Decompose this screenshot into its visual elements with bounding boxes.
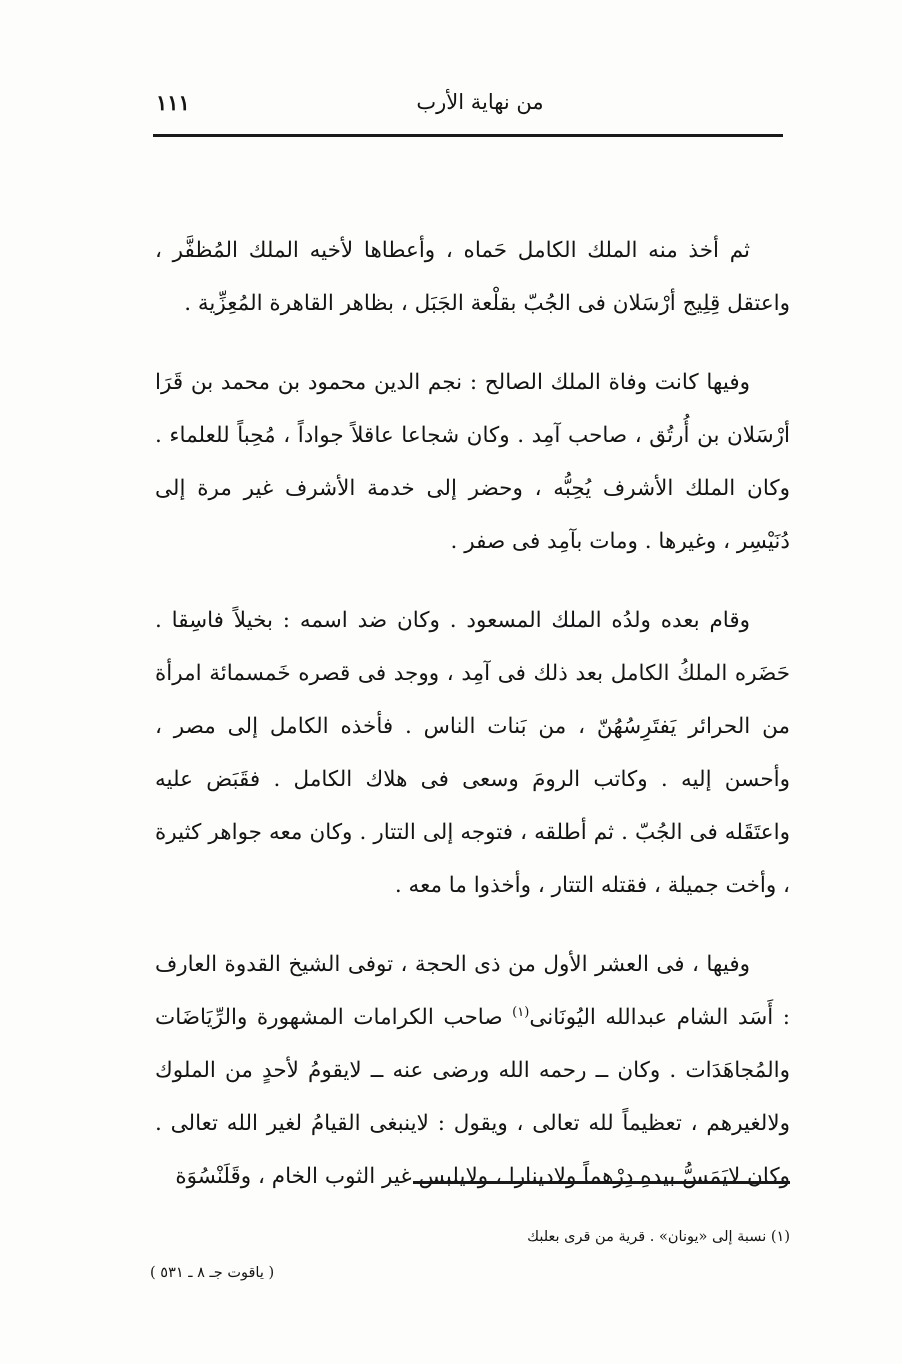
page-number: ١١١	[156, 90, 190, 115]
footnote	[150, 1224, 790, 1286]
running-head	[150, 86, 782, 126]
header-rule	[153, 134, 783, 137]
paragraph-2: وفيها كانت وفاة الملك الصالح : نجم الدين محمود بن محمد بن قَرَا أرْسَلان بن أُرتُق ، صاحب آمِد . وكان شجاعا عاقلاً جواداً ، مُحِباً للعلماء . وكان الملك الأشرف يُحِبُّه ، وحضر إلى خدمة الأشرف غير مرة إلى دُنَيْسِر ، وغيرها . ومات بآمِد فى صفر .	[155, 370, 790, 554]
paragraph-1: ثم أخذ منه الملك الكامل حَماه ، وأعطاها لأخيه الملك المُظفَّر ، واعتقل قِلِيج أرْسَلان فى الجُبّ بقلْعة الجَبَل ، بظاهر القاهرة المُعِزِّية .	[155, 238, 790, 316]
paragraph-4-continuation: صاحب الكرامات المشهورة والرِّيَاضَات والمُجاهَدَات . وكان ــ رحمه الله ورضى عنه ــ لايقومُ لأحدٍ من الملوك ولالغيرهم ، تعظيماً لله تعالى ، ويقول : لاينبغى القيامُ لغير الله تعالى . وكان لايَمَسُّ بيدهِ دِرْهماً ولادينارا ، ولايلبس غير الثوب الخام ، وقَلَنْسُوَة	[155, 1005, 790, 1189]
paragraph-3: وقام بعده ولدُه الملك المسعود . وكان ضد اسمه : بخيلاً فاسِقا . حَضَره الملكُ الكامل بعد ذلك فى آمِد ، ووجد فى قصره خَمسمائة امرأة من الحرائر يَفتَرِسُهُنّ ، من بَنات الناس . فأخذه الكامل إلى مصر ، وأحسن إليه . وكاتب الرومَ وسعى فى هلاك الكامل . فقَبَض عليه واعتَقَله فى الجُبّ . ثم أطلقه ، فتوجه إلى التتار . وكان معه جواهر كثيرة ، وأخت جميلة ، فقتله التتار ، وأخذوا ما معه .	[155, 608, 790, 898]
running-title: من نهاية الأرب	[416, 90, 544, 114]
footnote-rule	[413, 1181, 790, 1184]
footnote-text: (١) نسبة إلى «يونان» . قرية من قرى بعلبك	[527, 1229, 790, 1245]
body-text	[155, 224, 790, 1229]
footnote-reference: (١)	[512, 1004, 530, 1020]
footnote-source: ( ياقوت جـ ٨ ـ ٥٣١ )	[150, 1265, 275, 1281]
paragraph-4	[155, 938, 790, 1203]
paragraph-4-start: وفيها ، فى العشر الأول من ذى الحجة ، توفى الشيخ القدوة العارف : أَسَد الشام عبدالله اليُونَانى	[155, 952, 790, 1030]
